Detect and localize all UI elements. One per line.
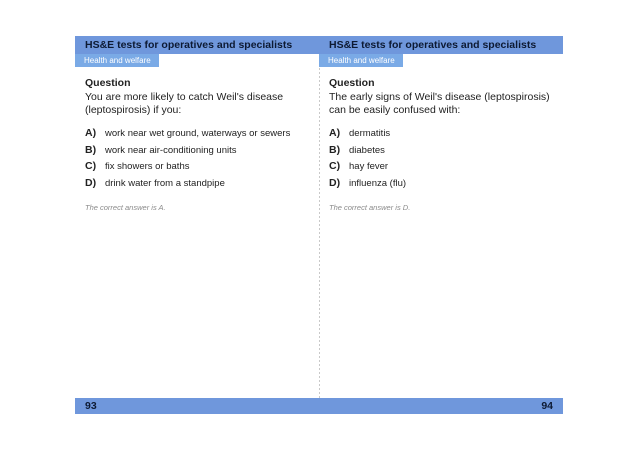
correct-answer: The correct answer is D. (329, 203, 411, 212)
option-letter: A) (329, 127, 341, 139)
option-letter: D) (329, 176, 341, 189)
option-letter: D) (85, 176, 97, 189)
page-number: 94 (541, 400, 553, 412)
section-label: Health and welfare (328, 56, 395, 65)
section-label: Health and welfare (84, 56, 151, 65)
question-heading: Question (85, 77, 131, 89)
option-text: dermatitis (349, 128, 391, 139)
option-c (85, 160, 317, 177)
option-letter: B) (85, 143, 97, 156)
option-b (85, 144, 317, 161)
header-title: HS&E tests for operatives and specialists (85, 39, 293, 51)
option-text: diabetes (349, 144, 385, 156)
page-header (75, 36, 319, 54)
option-d (329, 177, 561, 194)
option-a (329, 127, 561, 144)
option-text: work near wet ground, waterways or sewers (105, 128, 291, 139)
option-text: hay fever (349, 161, 389, 172)
section-tab (75, 54, 159, 67)
page-header (319, 36, 563, 54)
option-text: drink water from a standpipe (105, 177, 225, 189)
correct-answer: The correct answer is A. (85, 203, 166, 212)
option-c (329, 160, 561, 177)
option-letter: A) (85, 127, 97, 139)
question-text: You are more likely to catch Weil's disease (leptospirosis) if you: (85, 91, 284, 116)
option-text: fix showers or baths (105, 161, 190, 172)
question-heading: Question (329, 77, 375, 89)
option-d (85, 177, 317, 194)
answer-options (85, 127, 317, 193)
header-title: HS&E tests for operatives and specialists (329, 39, 537, 51)
option-b (329, 144, 561, 161)
option-letter: C) (85, 160, 97, 172)
left-page (75, 36, 319, 414)
option-a (85, 127, 317, 144)
book-spread (75, 36, 563, 414)
page-footer (319, 398, 563, 414)
question-text: The early signs of Weil's disease (leptospirosis) can be easily confused with: (329, 91, 550, 116)
option-letter: C) (329, 160, 341, 172)
page-number: 93 (85, 400, 97, 412)
option-text: influenza (flu) (349, 177, 407, 189)
page-footer (75, 398, 319, 414)
option-text: work near air-conditioning units (105, 144, 237, 156)
option-letter: B) (329, 143, 341, 156)
right-page (319, 36, 563, 414)
answer-options (329, 127, 561, 193)
section-tab (319, 54, 403, 67)
